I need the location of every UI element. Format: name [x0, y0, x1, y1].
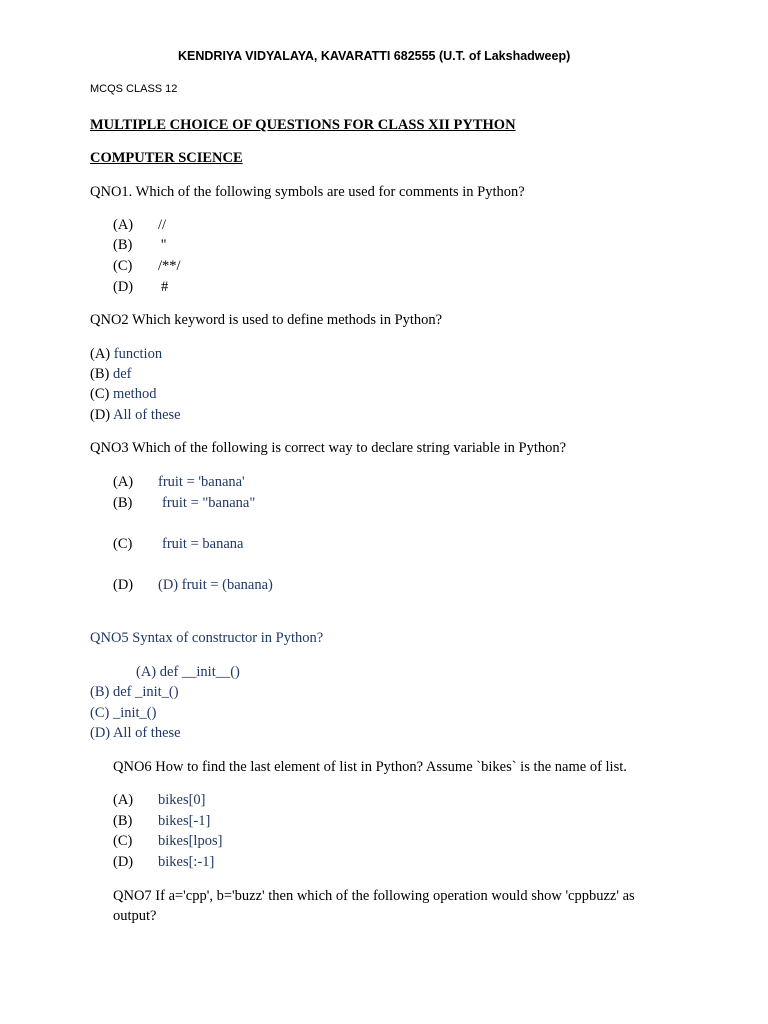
q2-option: [90, 387, 156, 402]
q1-option-label: (D): [113, 279, 134, 295]
q1-option-value: #: [161, 279, 169, 295]
q1-option-value: '': [161, 237, 167, 253]
q2-option-label: (A): [90, 346, 111, 362]
question-2: QNO2 Which keyword is used to define methods in Python?: [90, 312, 443, 328]
q6-option-value: bikes[lpos]: [158, 833, 223, 849]
question-1: QNO1. Which of the following symbols are used for comments in Python?: [90, 184, 525, 200]
school-header: KENDRIYA VIDYALAYA, KAVARATTI 682555 (U.T. of Lakshadweep): [178, 49, 571, 63]
q1-option-value: //: [158, 217, 167, 233]
q3-option-value: (D) fruit = (banana): [158, 577, 273, 593]
q6-option-label: (B): [113, 813, 133, 829]
q2-option-label: (B): [90, 366, 110, 382]
q5-option: (D) All of these: [90, 725, 181, 741]
q2-option-value: function: [113, 346, 163, 362]
q3-option-label: (B): [113, 495, 133, 511]
q3-option-value: fruit = banana: [162, 536, 244, 552]
question-7-line-1: QNO7 If a='cpp', b='buzz' then which of the following operation would show 'cppbuzz' as: [113, 888, 635, 904]
q2-option: [90, 347, 162, 362]
q1-option-value: /**/: [158, 258, 181, 274]
q6-option-value: bikes[0]: [158, 792, 206, 808]
q5-option: (C) _init_(): [90, 705, 157, 721]
question-6: QNO6 How to find the last element of list in Python? Assume `bikes` is the name of list.: [113, 759, 627, 775]
q2-option-label: (C): [90, 386, 110, 402]
q3-option-label: (A): [113, 474, 134, 490]
main-title: MULTIPLE CHOICE OF QUESTIONS FOR CLASS XII PYTHON: [90, 117, 516, 133]
q2-option: [90, 408, 181, 423]
q3-option-value: fruit = 'banana': [158, 474, 245, 490]
q3-option-value: fruit = "banana": [162, 495, 256, 511]
q3-option-label: (D): [113, 577, 134, 593]
q2-option-value: method: [112, 386, 157, 402]
q6-option-label: (C): [113, 833, 133, 849]
question-7-line-2: output?: [113, 908, 157, 924]
q2-option: [90, 367, 131, 382]
question-5: QNO5 Syntax of constructor in Python?: [90, 630, 324, 646]
q2-option-label: (D): [90, 407, 111, 423]
q6-option-label: (D): [113, 854, 134, 870]
q6-option-value: bikes[:-1]: [158, 854, 215, 870]
q6-option-value: bikes[-1]: [158, 813, 211, 829]
q5-option: (B) def _init_(): [90, 684, 179, 700]
q1-option-label: (C): [113, 258, 133, 274]
q6-option-label: (A): [113, 792, 134, 808]
question-3: QNO3 Which of the following is correct way to declare string variable in Python?: [90, 440, 567, 456]
class-subhead: MCQS CLASS 12: [90, 83, 178, 95]
q1-option-label: (B): [113, 237, 133, 253]
q2-option-value: def: [112, 366, 132, 382]
q5-option: (A) def __init__(): [136, 664, 240, 680]
subject-title: COMPUTER SCIENCE: [90, 150, 243, 166]
q1-option-label: (A): [113, 217, 134, 233]
q2-option-value: All of these: [112, 407, 181, 423]
q3-option-label: (C): [113, 536, 133, 552]
